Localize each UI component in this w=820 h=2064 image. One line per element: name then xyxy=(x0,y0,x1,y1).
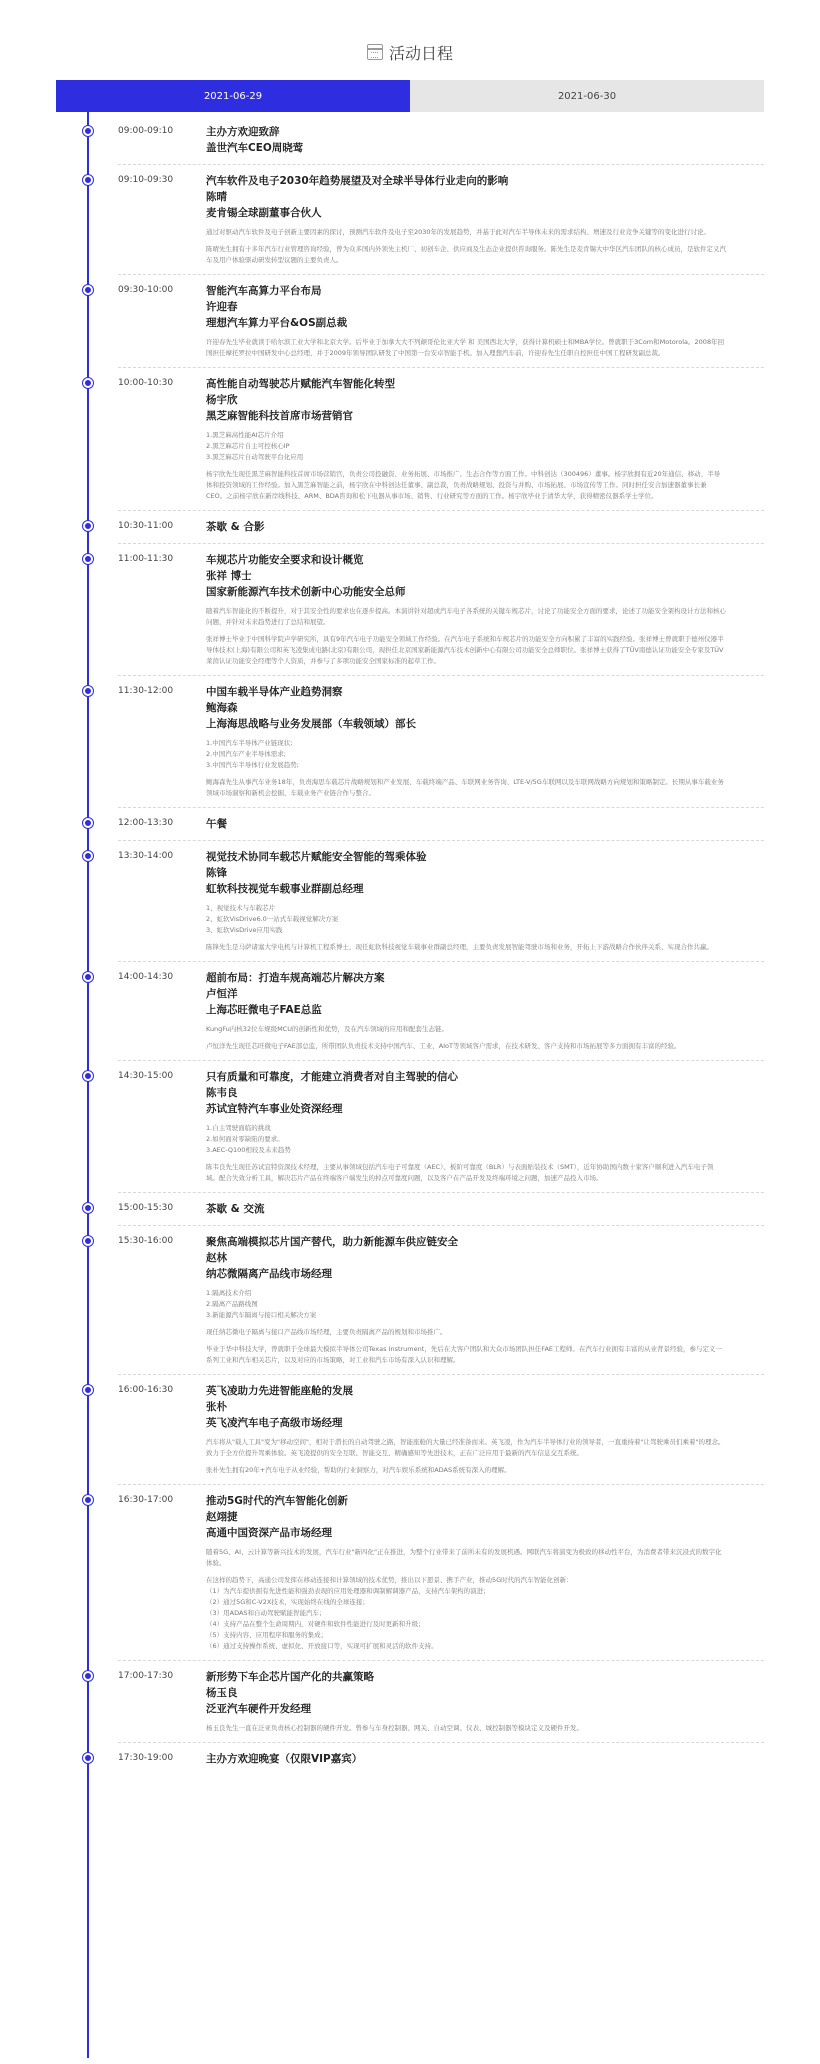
schedule-item xyxy=(0,1485,820,1660)
session-time: 16:30-17:00 xyxy=(118,1495,174,1505)
schedule-item xyxy=(0,511,820,543)
timeline-dot xyxy=(83,1071,93,1081)
session-time: 15:30-16:00 xyxy=(118,1236,174,1246)
session-time: 14:00-14:30 xyxy=(118,972,174,982)
session-description: KungFu内核32位车规级MCU的创新性和优势，及在汽车领域的应用和配套生态链。 xyxy=(206,1025,448,1033)
speaker-role: 上海海思战略与业务发展部（车载领域）部长 xyxy=(206,718,416,730)
timeline-dot xyxy=(83,1495,93,1505)
timeline-dot xyxy=(83,126,93,136)
speaker-name: 许迎春 xyxy=(206,301,238,313)
session-content xyxy=(206,376,726,502)
session-description: 陈韦良先生现任苏试宜特资深技术经理，主要从事领域包括汽车电子可靠度（AEC）、板阶可靠度（BLR）与表面贴装技术（SMT），近年协助国内数十家客户顺利进入汽车电子领域。配合失效分析工具，解决芯片产品在终端客户端发生的掉点可靠度问题，以及客户在产品开发及终端环境之问题，加速产品投入市场。 xyxy=(206,1163,714,1182)
schedule-item xyxy=(0,962,820,1060)
speaker-name: 杨宇欣 xyxy=(206,394,238,406)
session-title: 中国车载半导体产业趋势洞察 xyxy=(206,686,343,698)
session-content xyxy=(206,816,726,832)
speaker-name: 杨玉良 xyxy=(206,1687,238,1699)
outline-item: 2、虹软VisDrive6.0一站式车载视觉解决方案 xyxy=(206,915,339,923)
session-time: 15:00-15:30 xyxy=(118,1203,174,1213)
timeline-dot xyxy=(83,1236,93,1246)
session-title: 汽车软件及电子2030年趋势展望及对全球半导体行业走向的影响 xyxy=(206,175,509,187)
session-outline xyxy=(206,1288,726,1321)
timeline-dot xyxy=(83,1203,93,1213)
outline-item: （6）通过支持操作系统、虚拟化、开放接口等，实现可扩展和灵活的软件支持。 xyxy=(206,1642,438,1650)
schedule-item xyxy=(0,1061,820,1192)
session-title: 推动5G时代的汽车智能化创新 xyxy=(206,1495,348,1507)
session-time: 09:10-09:30 xyxy=(118,175,174,185)
speaker-role: 理想汽车算力平台&OS副总裁 xyxy=(206,317,348,329)
date-tabs xyxy=(56,80,764,112)
session-content xyxy=(206,1751,726,1767)
session-content xyxy=(206,519,726,535)
outline-item: （2）通过5G和C-V2X技术，实现始终在线的全球连接； xyxy=(206,1598,369,1606)
schedule-item xyxy=(0,841,820,961)
session-title: 只有质量和可靠度，才能建立消费者对自主驾驶的信心 xyxy=(206,1071,458,1083)
session-content xyxy=(206,1669,726,1734)
speaker-role: 麦肯锡全球副董事合伙人 xyxy=(206,207,322,219)
session-description: 随着5G、AI、云计算等新兴技术的发展，汽车行业"新四化"正在推进，为整个行业带来了前所未有的发展机遇。网联汽车将演变为极致的移动性平台，为消费者带来沉浸式的数字化体验。 xyxy=(206,1548,722,1567)
schedule-item xyxy=(0,1661,820,1742)
session-time: 14:30-15:00 xyxy=(118,1071,174,1081)
speaker-role: 苏试宜特汽车事业处资深经理 xyxy=(206,1103,343,1115)
timeline-dot xyxy=(83,175,93,185)
outline-item: 1.黑芝麻高性能AI芯片介绍 xyxy=(206,431,284,439)
session-content xyxy=(206,849,726,953)
speaker-role: 国家新能源汽车技术创新中心功能安全总师 xyxy=(206,586,406,598)
session-title: 主办方欢迎晚宴（仅限VIP嘉宾） xyxy=(206,1753,363,1765)
timeline-dot xyxy=(83,378,93,388)
session-title: 智能汽车高算力平台布局 xyxy=(206,285,322,297)
session-description: 随着汽车智能化的不断提升，对于其安全性的要求也在逐步提高。本演讲针对超或汽车电子各系统的关键车规芯片，讨论了功能安全方面的要求，论述了功能安全架构设计方法和核心问题，并针对未来趋势进行了总结和展望。 xyxy=(206,607,726,626)
section-header xyxy=(0,0,820,80)
session-description: 汽车将从"载人工具"变为"移动空间"，相对于潜长的自动驾驶之路，智能座舱的大量已经准备而来。英飞凌，作为汽车半导体行业的领导者，一直重持着"让驾驶乘员们乘着"的理念。致力于全方位提升驾乘体验。英飞凌提供的安全互联、智能交互、精确感知等先进技术，正在广泛应用于最新的汽车信息交互系统。 xyxy=(206,1438,725,1457)
speaker-name: 赵林 xyxy=(206,1252,227,1264)
session-time: 09:00-09:10 xyxy=(118,126,174,136)
timeline-dot xyxy=(83,818,93,828)
speaker-name: 陈锋 xyxy=(206,867,227,879)
session-description: 鲍海森先生从事汽车业务18年，负责海思车载芯片战略规划和产业发展、车载终端产品、车联网业务咨询、LTE-V/5G车联网以及车联网战略方向规划和策略制定。长期从事车载业务领域市场洞察和新机会挖掘，车载业务产业链合作与整合。 xyxy=(206,778,724,797)
session-description: 张朴先生拥有20年+汽车电子从业经验，帮助的行业洞察力，对汽车娱乐系统和ADAS系统有深入的理解。 xyxy=(206,1466,511,1474)
session-content xyxy=(206,1069,726,1184)
session-title: 午餐 xyxy=(206,818,227,830)
schedule-item xyxy=(0,275,820,367)
session-description: 杨玉良先生一直在泛亚负责核心控制器的硬件开发。曾参与车身控制器、网关、自动空调、仪表、城控制器等模块定义及硬件开发。 xyxy=(206,1724,583,1732)
session-content xyxy=(206,552,726,667)
speaker-role: 高通中国资深产品市场经理 xyxy=(206,1527,332,1539)
outline-item: 2.中国汽车产业半导体需求; xyxy=(206,750,286,758)
session-content xyxy=(206,283,726,359)
session-time: 11:00-11:30 xyxy=(118,554,174,564)
session-description: 杨宇欣先生现任黑芝麻智能科技首席市场营销官，负责公司投融资、业务拓展、市场推广、生态合作等方面工作。中科创达（300496）董事。杨宇欣拥有近20年通信、移动、半导体和投资领域的工作经验。加入黑芝麻智能之前，杨宇欣在中科创达任董事、副总裁，负责战略规划、投资与并购、市场拓展、市场宣传等工作。同时担任安合加速器董事长兼CEO。之前杨宇欣在新岸线科技、ARM、BDA咨询和松下电器从事市场、销售、行业研究等方面的工作。杨宇欣毕业于清华大学，获得精密仪器系学士学位。 xyxy=(206,470,721,500)
session-title: 聚焦高端模拟芯片国产替代，助力新能源车供应链安全 xyxy=(206,1236,458,1248)
session-outline xyxy=(206,1123,726,1156)
session-time: 17:30-19:00 xyxy=(118,1753,174,1763)
session-content xyxy=(206,1383,726,1476)
speaker-name: 陈韦良 xyxy=(206,1087,238,1099)
timeline-dot xyxy=(83,554,93,564)
session-time: 12:00-13:30 xyxy=(118,818,174,828)
session-title: 茶歇 & 合影 xyxy=(206,521,265,533)
session-time: 09:30-10:00 xyxy=(118,285,174,295)
speaker-name: 张朴 xyxy=(206,1401,227,1413)
outline-item: 2.如何面对零缺陷的要求。 xyxy=(206,1135,284,1143)
session-description: 陈晴先生拥有十多年汽车行业管理咨询经验，曾为众多国内外领先主机厂、初创车企、供应商及生态企业提供咨询服务。陈先生是麦肯锡大中华区汽车团队的核心成员，是软件定义汽车及用户体验驱动研发转型议题的主要负责人。 xyxy=(206,245,726,264)
session-description: 卢恒洋先生现任芯旺微电子FAE部总监，所带团队负责技术支持中国汽车、工业、AIoT等领域客户需求，在技术研发、客户支持和市场拓展等多方面拥有丰富的经验。 xyxy=(206,1042,681,1050)
outline-item: 3.黑芝麻芯片自动驾驶平台化应用 xyxy=(206,453,304,461)
outline-item: 3、虹软VisDrive应用实践 xyxy=(206,926,283,934)
session-content xyxy=(206,1201,726,1217)
schedule-item xyxy=(0,368,820,510)
session-time: 16:00-16:30 xyxy=(118,1385,174,1395)
outline-item: 3.新能源汽车隔离与接口相关解决方案 xyxy=(206,1311,317,1319)
session-content xyxy=(206,173,726,266)
schedule-item xyxy=(0,676,820,807)
timeline-dot xyxy=(83,521,93,531)
session-outline xyxy=(206,430,726,463)
session-title: 茶歇 & 交流 xyxy=(206,1203,265,1215)
session-description: 通过对驱动汽车软件及电子创新主要因素的探讨，预测汽车软件及电子至2030年的发展趋势，并基于此对汽车半导体未来的需求结构、增速及行业竞争关键等的变化进行讨论。 xyxy=(206,228,711,236)
session-time: 11:30-12:00 xyxy=(118,686,174,696)
session-title: 英飞凌助力先进智能座舱的发展 xyxy=(206,1385,353,1397)
outline-item: （4）支持产品在整个生命周期内，对硬件和软件性能进行及时更新和升级； xyxy=(206,1620,425,1628)
outline-item: 1.隔离技术介绍 xyxy=(206,1289,252,1297)
outline-item: 1、视觉技术与车载芯片 xyxy=(206,904,276,912)
timeline-dot xyxy=(83,285,93,295)
schedule-item xyxy=(0,1375,820,1484)
session-outline xyxy=(206,1575,726,1652)
speaker-role: 英飞凌汽车电子高级市场经理 xyxy=(206,1417,343,1429)
timeline-dot xyxy=(83,686,93,696)
session-description: 现任纳芯微电子隔离与接口产品线市场经理，主要负责隔离产品的规划和市场推广。 xyxy=(206,1328,447,1336)
session-content xyxy=(206,970,726,1052)
session-time: 17:00-17:30 xyxy=(118,1671,174,1681)
speaker-role: 虹软科技视觉车载事业群副总经理 xyxy=(206,883,364,895)
speaker-name: 盖世汽车CEO周晓莺 xyxy=(206,142,304,154)
speaker-role: 泛亚汽车硬件开发经理 xyxy=(206,1703,311,1715)
session-time: 10:30-11:00 xyxy=(118,521,174,531)
speaker-name: 张祥 博士 xyxy=(206,570,252,582)
speaker-name: 卢恒洋 xyxy=(206,988,238,1000)
session-outline xyxy=(206,738,726,771)
outline-item: （1）为汽车提供拥有先进性能和强劲表现的应用处理器和调制解调器产品，支持汽车架构的演进； xyxy=(206,1587,490,1595)
session-description: 许迎春先生毕业就读于哈尔滨工业大学和北京大学。后毕业于加拿大大不列颠哥伦比亚大学 和 美国西北大学，获得计算机硕士和MBA学位。曾就职于3Com和Motorola。2008年回国担任摩托罗拉中国研发中心总经理，并于2009年领导团队研发了中国第一台安卓智能手机。加入理想汽车前，许迎春先生任职自控担任中国工程研发副总裁。 xyxy=(206,338,725,357)
timeline-dot xyxy=(83,1385,93,1395)
timeline-dot xyxy=(83,851,93,861)
outline-item: 2.黑芝麻芯片自主可控核心IP xyxy=(206,442,290,450)
speaker-role: 上海芯旺微电子FAE总监 xyxy=(206,1004,322,1016)
session-content xyxy=(206,1493,726,1652)
schedule-item xyxy=(0,544,820,675)
timeline xyxy=(0,112,820,1775)
speaker-role: 黑芝麻智能科技首席市场营销官 xyxy=(206,410,353,422)
session-description: 张祥博士毕业于中国科学院声学研究所，具有9年汽车电子功能安全领域工作经验。在汽车电子系统和车规芯片的功能安全方向积累了丰富的实践经验。张祥博士曾就职于德州仪器半导体技术(上海)有限公司和英飞凌集成电路(北京)有限公司，现担任北京国家新能源汽车技术创新中心有限公司功能安全总师职位。张祥博士获得了TÜV南德认证功能安全专家及TÜV莱茵认证功能安全经理等个人资质，并参与了多项功能安全国家标准的起草工作。 xyxy=(206,635,724,665)
outline-item: 1.自主驾驶面临的挑战 xyxy=(206,1124,271,1132)
schedule-item xyxy=(0,808,820,840)
session-content xyxy=(206,124,726,156)
session-title: 高性能自动驾驶芯片赋能汽车智能化转型 xyxy=(206,378,395,390)
outline-item: 2.隔离产品路线图 xyxy=(206,1300,258,1308)
speaker-name: 陈晴 xyxy=(206,191,227,203)
session-title: 超前布局：打造车规高端芯片解决方案 xyxy=(206,972,385,984)
outline-item: （3）用ADAS和自动驾驶赋能智能汽车； xyxy=(206,1609,326,1617)
session-time: 10:00-10:30 xyxy=(118,378,174,388)
session-description: 毕业于华中科技大学，曾就职于全球最大模拟半导体公司Texas Instrument，先后在大客户团队和大众市场团队担任FAE工程师。在汽车行业拥有丰富的从业背景经验，参与定义一系列工业和汽车相关芯片，以及对应的市场策略，对工业和汽车市场有深入认识和理解。 xyxy=(206,1345,722,1364)
tab-2021-06-29[interactable]: 2021-06-29 xyxy=(56,80,410,112)
calendar-icon xyxy=(367,44,383,60)
session-title: 新形势下车企芯片国产化的共赢策略 xyxy=(206,1671,374,1683)
outline-item: 1.中国汽车半导体产业链现状; xyxy=(206,739,293,747)
session-content xyxy=(206,684,726,799)
session-time: 13:30-14:00 xyxy=(118,851,174,861)
speaker-role: 纳芯微隔离产品线市场经理 xyxy=(206,1268,332,1280)
schedule-item xyxy=(0,1743,820,1775)
speaker-name: 鲍海森 xyxy=(206,702,238,714)
session-description: 陈锋先生是马萨诸塞大学电机与计算机工程系博士，现任虹软科技视觉车载事业群副总经理，主要负责发展智能驾驶市场和业务，开拓上下游战略合作伙伴关系、实现合作共赢。 xyxy=(206,943,713,951)
schedule-item xyxy=(0,165,820,274)
outline-item: 在这样的趋势下，高通公司发挥在移动连接和计算领域的技术优势，推出以下愿景、携手产业，推动5G时代的汽车智能化创新： xyxy=(206,1576,573,1584)
section-title: 活动日程 xyxy=(388,43,453,63)
outline-item: （5）支持内容、应用程序和服务的集成； xyxy=(206,1631,328,1639)
session-content xyxy=(206,1234,726,1366)
timeline-dot xyxy=(83,972,93,982)
session-outline xyxy=(206,903,726,936)
schedule-item xyxy=(0,1193,820,1225)
schedule-item xyxy=(0,120,820,164)
tab-2021-06-30[interactable]: 2021-06-30 xyxy=(410,80,764,112)
speaker-name: 赵翊捷 xyxy=(206,1511,238,1523)
session-title: 视觉技术协同车载芯片赋能安全智能的驾乘体验 xyxy=(206,851,427,863)
session-title: 车规芯片功能安全要求和设计概览 xyxy=(206,554,364,566)
timeline-dot xyxy=(83,1753,93,1763)
outline-item: 3.AEC-Q100相较及未来趋势 xyxy=(206,1146,291,1154)
outline-item: 3.中国汽车半导体行业发展趋势; xyxy=(206,761,299,769)
timeline-dot xyxy=(83,1671,93,1681)
schedule-item xyxy=(0,1226,820,1374)
session-title: 主办方欢迎致辞 xyxy=(206,126,280,138)
